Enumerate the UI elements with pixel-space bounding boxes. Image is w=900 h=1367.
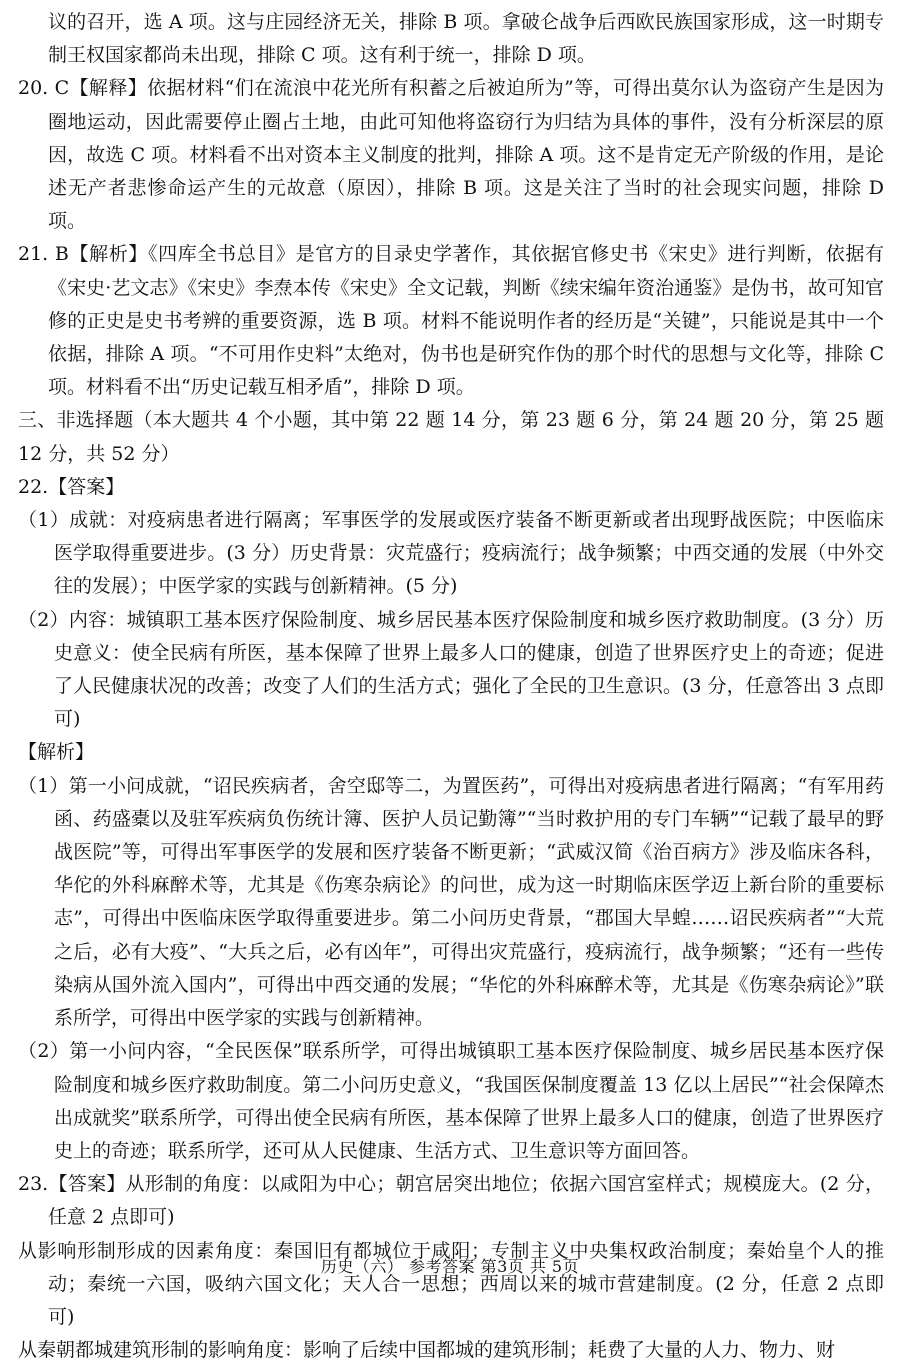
paragraph-l13: 从秦朝都城建筑形制的影响角度：影响了后续中国都城的建筑形制；耗费了大量的人力、物力、财 (18, 1339, 836, 1362)
paragraph-l09: （1）第一小问成就，“诏民疾病者，舍空邸等二，为置医药”，可得出对疫病患者进行隔离；“有军用药函、药盛橐以及驻军疾病负伤统计簿、医护人员记勤簿”“当时救护用的专门车辆”“记载了最早的野战医院”等，可得出军事医学的发展和医疗装备不断更新；“武威汉简《治百病方》涉及临床各科，华佗的外科麻醉术等，尤其是《伤寒杂病论》的问世，成为这一时期临床医学迈上新台阶的重要标志”，可得出中医临床医学取得重要进步。第二小问历史背景，“郡国大旱蝗……诏民疾病者”“大荒之后，必有大疫”、“大兵之后，必有凶年”，可得出灾荒盛行，疫病流行，战争频繁；“还有一些传染病从国外流入国内”，可得出中西交通的发展；“华佗的外科麻醉术等，尤其是《伤寒杂病论》”联系所学，可得出中医学家的实践与创新精神。 (18, 774, 884, 1030)
answer-text-body (18, 6, 884, 1367)
paragraph-l11: 23.【答案】从形制的角度：以咸阳为中心；朝宫居突出地位；依据六国宫室样式；规模庞大。(2 分，任意 2 点即可) (18, 1173, 884, 1229)
paragraph-l02: 20. C【解释】依据材料“们在流浪中花光所有积蓄之后被迫所为”等，可得出莫尔认为盗窃产生是因为圈地运动，因此需要停止圈占土地，由此可知他将盗窃行为归结为具体的事件，没有分析深层的原因，故选 C 项。材料看不出对资本主义制度的批判，排除 A 项。这不是肯定无产阶级的作用，是论述无产者悲惨命运产生的元故意（原因），排除 B 项。这是关注了当时的社会现实问题，排除 D 项。 (18, 77, 884, 233)
paragraph-l05: 22.【答案】 (18, 475, 125, 498)
paragraph-l12: 从影响形制形成的因素角度：秦国旧有都城位于咸阳；专制主义中央集权政治制度；秦始皇个人的推动；秦统一六国，吸纳六国文化；天人合一思想；西周以来的城市营建制度。(2 分，任意 2 点即可) (18, 1239, 884, 1328)
paragraph-l04: 三、非选择题（本大题共 4 个小题，其中第 22 题 14 分，第 23 题 6 分，第 24 题 20 分，第 25 题 12 分，共 52 分） (18, 409, 884, 465)
paragraph-l03: 21. B【解析】《四库全书总目》是官方的目录史学著作，其依据官修史书《宋史》进行判断，依据有《宋史·艺文志》《宋史》李焘本传《宋史》全文记载，判断《续宋编年资治通鉴》是伪书，故可知官修的正史是史书考辨的重要资源，选 B 项。材料不能说明作者的经历是“关键”，只能说是其中一个依据，排除 A 项。“不可用作史料”太绝对，伪书也是研究作伪的那个时代的思想与文化等，排除 C 项。材料看不出“历史记载互相矛盾”，排除 D 项。 (18, 243, 884, 399)
paragraph-l08: 【解析】 (18, 741, 95, 764)
paragraph-l01: 议的召开，选 A 项。这与庄园经济无关，排除 B 项。拿破仑战争后西欧民族国家形成，这一时期专制王权国家都尚未出现，排除 C 项。这有利于统一，排除 D 项。 (48, 11, 884, 67)
paragraph-l10: （2）第一小问内容，“全民医保”联系所学，可得出城镇职工基本医疗保险制度、城乡居民基本医疗保险制度和城乡医疗救助制度。第二小问历史意义，“我国医保制度覆盖 13 亿以上居民”“社会保障杰出成就奖”联系所学，可得出使全民病有所医，基本保障了世界上最多人口的健康，创造了世界医疗史上的奇迹；联系所学，还可从人民健康、生活方式、卫生意识等方面回答。 (18, 1040, 884, 1162)
paragraph-l07: （2）内容：城镇职工基本医疗保险制度、城乡居民基本医疗保险制度和城乡医疗救助制度。(3 分）历史意义：使全民病有所医，基本保障了世界上最多人口的健康，创造了世界医疗史上的奇迹；促进了人民健康状况的改善；改变了人们的生活方式；强化了全民的卫生意识。(3 分，任意答出 3 点即可) (18, 608, 884, 731)
page-footer: 历史（六） 参考答案 第3页 共 5页 (320, 1257, 580, 1276)
paragraph-l06: （1）成就：对疫病患者进行隔离；军事医学的发展或医疗装备不断更新或者出现野战医院；中医临床医学取得重要进步。(3 分）历史背景：灾荒盛行；疫病流行；战争频繁；中西交通的发展（中外交往的发展）；中医学家的实践与创新精神。(5 分) (18, 509, 884, 598)
